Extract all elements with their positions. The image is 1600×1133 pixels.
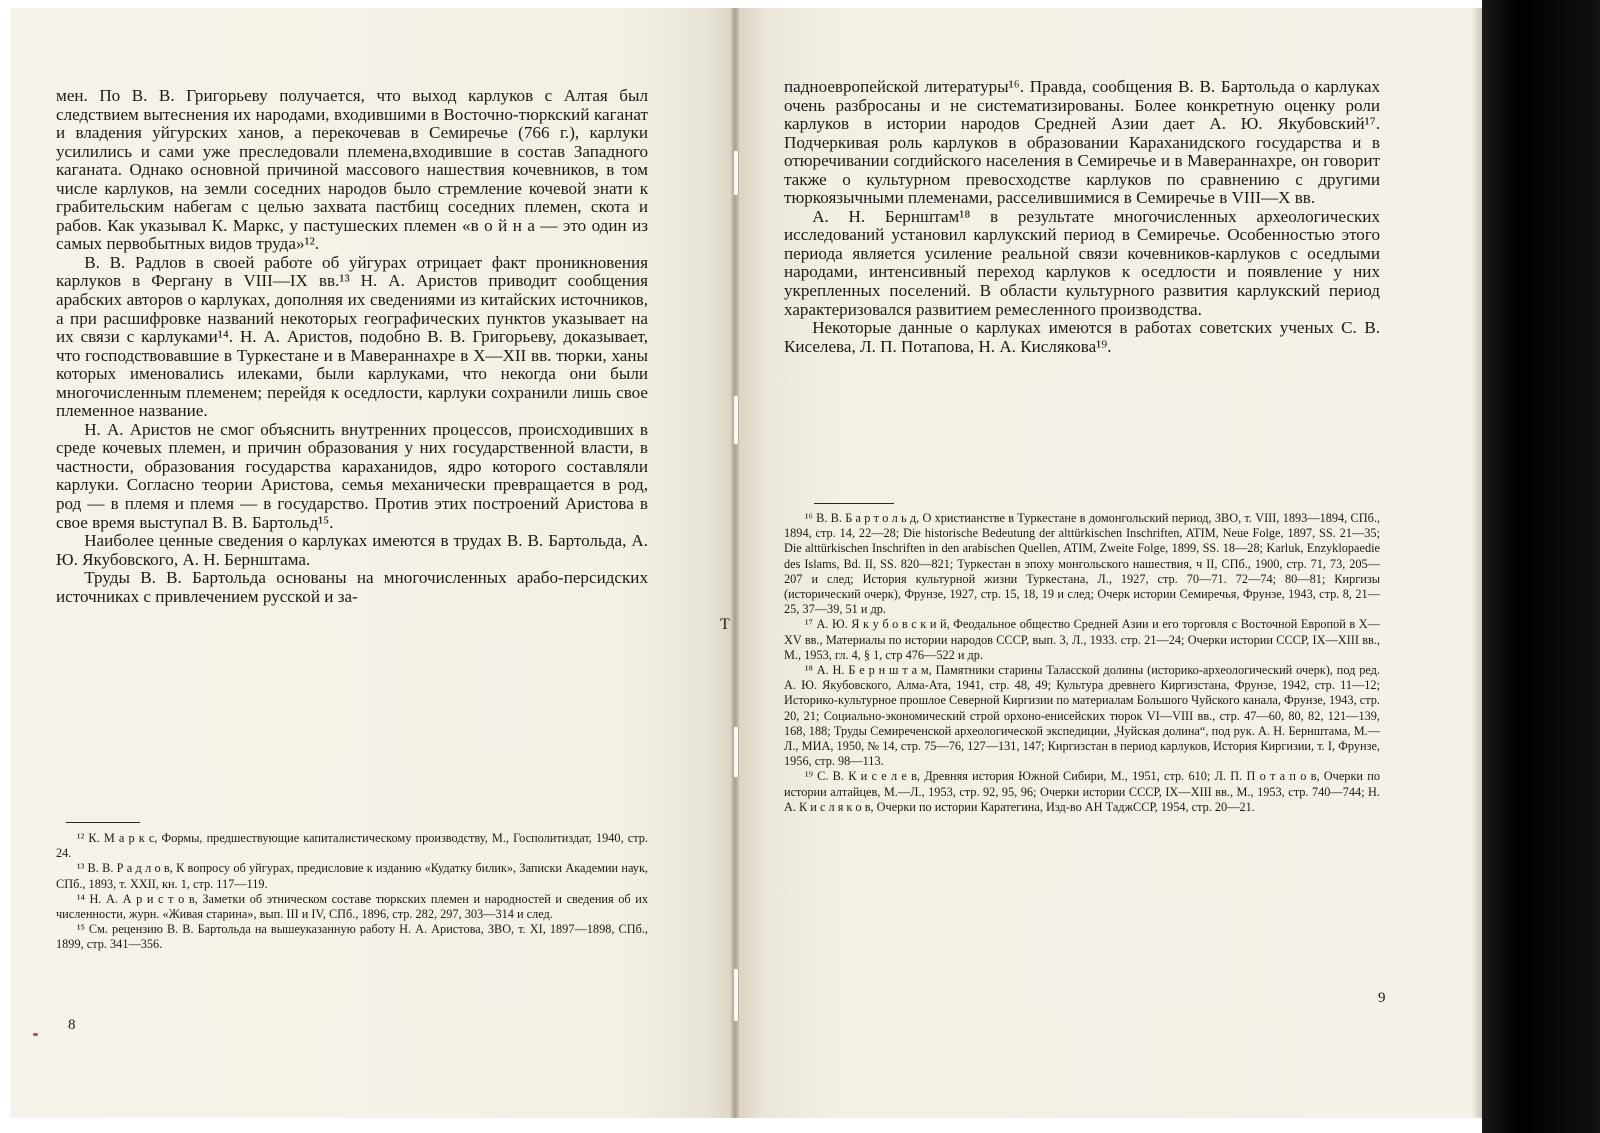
footnote: ¹⁷ А. Ю. Я к у б о в с к и й, Феодальное общество Средней Азии и его торговля с Восточной Европой в X—XV вв., Материалы по истории народов СССР, вып. 3, Л., 1933. стр. 21—24; Очерки истории СССР, IX—XIII вв., М., 1953, гл. 4, § 1, стр 476—522 и др.: [784, 617, 1380, 662]
gutter-letter: Т: [720, 616, 730, 633]
paragraph: мен. По В. В. Григорьеву получается, что выход карлуков с Алтая был следствием вытеснения их народами, входившими в Восточно-тюркский каганат и владения уйгурских ханов, а перекочевав в Семиречье (766 г.), карлуки усилились и сами уже преследовали племена,входившие в состав Западного каганата. Однако основной причиной массового нашествия кочевников, в том числе карлуков, на земли соседних народов было стремление кочевой знати к грабительским набегам с целью захвата пастбищ соседних племен, скота и рабов. Как указывал К. Маркс, у пастушеских племен «в о й н а — это один из самых первобытных видов труда»¹².: [56, 86, 648, 254]
footnote: ¹⁶ В. В. Б а р т о л ь д, О христианстве в Туркестане в домонгольский период, ЗВО, т. VIII, 1893—1894, СПб., 1894, стр. 14, 22—28; Die historische Bedeutung der alttürkischen Inschriften, ATIM, Neue Folge, 1897, SS. 21—35; Die alttürkischen Inschriften in den arabischen Quellen, ATIM, Zweite Folge, 1899, SS. 18—28; Karluk, Enzyklopaedie des Islams, Bd. II, SS. 820—821; Туркестан в эпоху монгольского нашествия, ч II, СПб., 1900, стр. 71, 73, 205—207 и след; История культурной жизни Туркестана, Л., 1927, стр. 70—71. 72—74; 80—81; Киргизы (исторический очерк), Фрунзе, 1927, стр. 15, 18, 19 и след; Очерк истории Семиречья, Фрунзе, 1943, стр. 8, 21—25, 37—39, 51 и др.: [784, 511, 1380, 617]
paragraph: Наиболее ценные сведения о карлуках имеются в трудах В. В. Бартольда, А. Ю. Якубовского, А. Н. Бернштама.: [56, 531, 648, 569]
binding-stitch: [733, 726, 739, 778]
right-page-body: [784, 78, 1380, 356]
paragraph: В. В. Радлов в своей работе об уйгурах отрицает факт проникновения карлуков в Фергану в VIII—IX вв.¹³ Н. А. Аристов приводит сообщения арабских авторов о карлуках, дополняя их сведениями из китайских источников, а при расшифровке названий некоторых географических пунктов указывает на их связи с карлуками¹⁴. Н. А. Аристов, подобно В. В. Григорьеву, доказывает, что господствовавшие в Туркестане и в Мавераннахре в X—XII вв. тюрки, ханы которых именовались илеками, были карлуками, что некогда они были многочисленным племенем; перейдя к оседлости, карлуки сохранили лишь свое племенное название.: [56, 252, 648, 421]
page-number: 8: [68, 1017, 76, 1033]
paragraph: А. Н. Бернштам¹⁸ в результате многочисленных археологических исследований установил карлукский период в Семиречье. Особенностью этого периода является усиление реальной связи кочевников-карлуков с оседлыми народами, интенсивный переход карлуков к оседлости и появление у них укрепленных поселений. В области культурного развития карлукский период характеризовался развитием ремесленного производства.: [784, 206, 1380, 319]
footnote: ¹⁹ С. В. К и с е л е в, Древняя история Южной Сибири, М., 1951, стр. 610; Л. П. П о т а п о в, Очерки по истории алтайцев, М.—Л., 1953, стр. 92, 95, 96; Очерки истории СССР, IX—XIII вв., М., 1953, стр. 740—744; Н. А. К и с л я к о в, Очерки по истории Каратегина, Изд-во АН ТаджССР, 1954, стр. 20—21.: [784, 769, 1380, 814]
binding-stitch: [733, 150, 739, 196]
left-page-footnotes: [56, 831, 648, 953]
footnote: ¹³ В. В. Р а д л о в, К вопросу об уйгурах, предисловие к изданию «Кудатку билик», Записки Академии наук, СПб., 1893, т. XXII, кн. 1, стр. 117—119.: [56, 861, 648, 891]
footnote-separator: [814, 503, 894, 504]
footnote: ¹² К. М а р к с, Формы, предшествующие капиталистическому производству, М., Госполитиздат, 1940, стр. 24.: [56, 831, 648, 861]
paragraph: падноевропейской литературы¹⁶. Правда, сообщения В. В. Бартольда о карлуках очень разбросаны и не систематизированы. Более конкретную оценку роли карлуков в истории народов Средней Азии дает А. Ю. Якубовский¹⁷. Подчеркивая роль карлуков в образовании Караханидского государства и в отюречивании согдийского населения в Семиречье и в Мавераннахре, он говорит также о культурном превосходстве карлуков по сравнению с другими тюркоязычными племенами, расселившимися в Семиречье в VIII—X вв.: [784, 77, 1380, 208]
right-page-footnotes: [784, 511, 1380, 815]
binding-stitch: [733, 395, 739, 445]
footnote-separator: [66, 822, 140, 823]
paragraph: Труды В. В. Бартольда основаны на многочисленных арабо-персидских источниках с привлечением русской и за-: [56, 568, 648, 606]
footnote: ¹⁸ А. Н. Б е р н ш т а м, Памятники старины Таласской долины (историко-археологический очерк), под ред. А. Ю. Якубовского, Алма-Ата, 1941, стр. 48, 49; Культура древнего Киргизстана, Фрунзе, 1942, стр. 11—12; Историко-культурное прошлое Северной Киргизии по материалам Большого Чуйского канала, Фрунзе, 1943, стр. 20, 21; Социально-экономический строй орхоно-енисейских тюрок VI—VIII вв., стр. 47—60, 80, 82, 121—139, 168, 188; Труды Семиреченской археологической экспедиции, „Чуйская долина“, под рук. А. Н. Бернштама, М.—Л., МИА, 1950, № 14, стр. 75—76, 127—131, 147; Киргизстан в период карлуков, История Киргизии, т. I, Фрунзе, 1956, стр. 98—113.: [784, 663, 1380, 769]
binding-stitch: [733, 968, 739, 1022]
paragraph: Некоторые данные о карлуках имеются в работах советских ученых С. В. Киселева, Л. П. Потапова, Н. А. Кислякова¹⁹.: [784, 318, 1380, 356]
left-page-body: [56, 87, 648, 606]
page-edge-shadow: [1472, 8, 1482, 1118]
footnote: ¹⁵ См. рецензию В. В. Бартольда на вышеуказанную работу Н. А. Аристова, ЗВО, т. XI, 1897—1898, СПб., 1899, стр. 341—356.: [56, 922, 648, 952]
page-number: 9: [1378, 990, 1386, 1006]
ink-mark: [33, 1033, 38, 1036]
scanner-border: [1482, 0, 1600, 1133]
paragraph: Н. А. Аристов не смог объяснить внутренних процессов, происходивших в среде кочевых племен, и причин образования у них государственной власти, в частности, образования государства караханидов, ядро которого составляли карлуки. Согласно теории Аристова, семья механически превращается в род, род — в племя и племя — в государство. Против этих построений Аристова в свое время выступал В. В. Бартольд¹⁵.: [56, 419, 648, 532]
footnote: ¹⁴ Н. А. А р и с т о в, Заметки об этническом составе тюркских племен и народностей и сведения об их численности, журн. «Живая старина», вып. III и IV, СПб., 1896, стр. 282, 297, 303—314 и след.: [56, 891, 648, 922]
